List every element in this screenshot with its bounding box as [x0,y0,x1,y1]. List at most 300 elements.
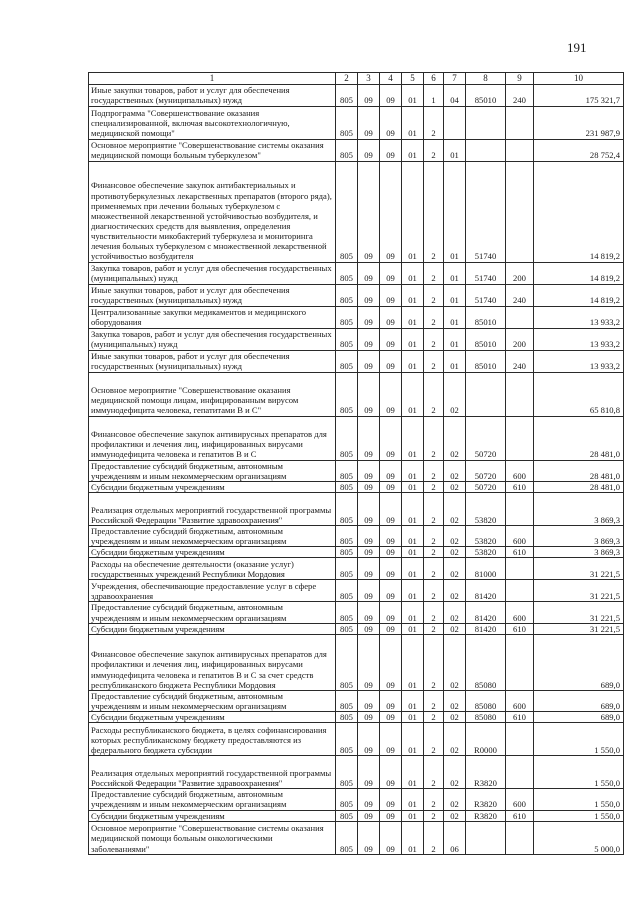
cell-expense-type [506,106,534,139]
cell-ministry-code: 805 [336,810,358,821]
cell-section-code: 09 [358,690,380,711]
table-row [89,416,624,460]
cell-activity-code: 02 [444,547,466,558]
cell-direction-code: 85010 [466,328,506,350]
table-row [89,547,624,558]
cell-amount: 31 221,5 [534,623,624,634]
cell-activity-code: 02 [444,602,466,623]
cell-program-code: 01 [402,580,424,602]
cell-program-code: 01 [402,106,424,139]
cell-section-code: 09 [358,262,380,284]
cell-program-code: 01 [402,284,424,306]
cell-direction-code [466,106,506,139]
cell-direction-code: R3820 [466,810,506,821]
cell-section-code: 09 [358,372,380,416]
cell-ministry-code: 805 [336,262,358,284]
cell-direction-code: 85010 [466,84,506,106]
cell-direction-code: 50720 [466,416,506,460]
row-description: Иные закупки товаров, работ и услуг для обеспечения государственных (муниципальных) нужд [89,350,336,372]
row-description: Предоставление субсидий бюджетным, автономным учреждениям и иным некоммерческим организациям [89,602,336,623]
cell-expense-type: 600 [506,690,534,711]
cell-program-code: 01 [402,493,424,526]
cell-subsection-code: 09 [380,821,402,854]
cell-section-code: 09 [358,623,380,634]
cell-subsection-code: 09 [380,262,402,284]
cell-activity-code: 02 [444,723,466,756]
cell-ministry-code: 805 [336,350,358,372]
cell-subprogram-code: 2 [424,106,444,139]
cell-section-code: 09 [358,493,380,526]
cell-subsection-code: 09 [380,84,402,106]
cell-ministry-code: 805 [336,493,358,526]
cell-subprogram-code: 2 [424,284,444,306]
cell-amount: 13 933,2 [534,328,624,350]
cell-amount: 1 550,0 [534,810,624,821]
cell-ministry-code: 805 [336,602,358,623]
table-row [89,558,624,580]
row-description: Предоставление субсидий бюджетным, автономным учреждениям и иным некоммерческим организациям [89,526,336,547]
cell-activity-code: 01 [444,161,466,262]
page-number: 191 [567,40,587,55]
cell-section-code: 09 [358,756,380,789]
cell-activity-code: 02 [444,372,466,416]
cell-amount: 1 550,0 [534,723,624,756]
cell-amount: 14 819,2 [534,161,624,262]
cell-program-code: 01 [402,690,424,711]
cell-subsection-code: 09 [380,416,402,460]
cell-ministry-code: 805 [336,690,358,711]
cell-subsection-code: 09 [380,372,402,416]
table-row [89,84,624,106]
cell-subprogram-code: 2 [424,372,444,416]
header-cell-6: 6 [424,73,444,85]
cell-direction-code: 50720 [466,481,506,492]
cell-activity-code: 02 [444,810,466,821]
cell-activity-code: 02 [444,712,466,723]
cell-expense-type: 200 [506,328,534,350]
table-row [89,712,624,723]
cell-ministry-code: 805 [336,460,358,481]
cell-ministry-code: 805 [336,481,358,492]
cell-amount: 3 869,3 [534,493,624,526]
cell-expense-type: 610 [506,623,534,634]
cell-expense-type [506,139,534,161]
cell-ministry-code: 805 [336,821,358,854]
cell-amount: 31 221,5 [534,580,624,602]
cell-subsection-code: 09 [380,580,402,602]
cell-program-code: 01 [402,789,424,810]
cell-program-code: 01 [402,262,424,284]
cell-subsection-code: 09 [380,756,402,789]
cell-amount: 14 819,2 [534,262,624,284]
cell-section-code: 09 [358,328,380,350]
cell-activity-code: 02 [444,789,466,810]
cell-section-code: 09 [358,634,380,690]
cell-direction-code [466,372,506,416]
cell-section-code: 09 [358,106,380,139]
cell-subsection-code: 09 [380,161,402,262]
cell-amount: 1 550,0 [534,756,624,789]
table-row [89,789,624,810]
cell-direction-code: 85080 [466,712,506,723]
cell-program-code: 01 [402,810,424,821]
cell-amount: 175 321,7 [534,84,624,106]
cell-subsection-code: 09 [380,547,402,558]
cell-amount: 689,0 [534,690,624,711]
cell-subprogram-code: 2 [424,493,444,526]
cell-ministry-code: 805 [336,634,358,690]
table-row [89,634,624,690]
cell-subprogram-code: 2 [424,558,444,580]
cell-activity-code: 06 [444,821,466,854]
cell-expense-type: 600 [506,789,534,810]
cell-subprogram-code: 2 [424,416,444,460]
header-cell-5: 5 [402,73,424,85]
cell-subprogram-code: 2 [424,634,444,690]
cell-direction-code: 81420 [466,623,506,634]
cell-direction-code: 85080 [466,634,506,690]
table-row [89,810,624,821]
row-description: Иные закупки товаров, работ и услуг для обеспечения государственных (муниципальных) нужд [89,84,336,106]
cell-amount: 65 810,8 [534,372,624,416]
cell-subsection-code: 09 [380,810,402,821]
cell-section-code: 09 [358,416,380,460]
cell-activity-code: 02 [444,690,466,711]
budget-table [88,72,624,855]
cell-subsection-code: 09 [380,481,402,492]
cell-section-code: 09 [358,712,380,723]
cell-program-code: 01 [402,416,424,460]
cell-ministry-code: 805 [336,161,358,262]
cell-expense-type [506,580,534,602]
cell-subprogram-code: 2 [424,602,444,623]
cell-program-code: 01 [402,460,424,481]
row-description: Закупка товаров, работ и услуг для обеспечения государственных (муниципальных) нужд [89,262,336,284]
cell-activity-code: 02 [444,623,466,634]
row-description: Субсидии бюджетным учреждениям [89,481,336,492]
cell-program-code: 01 [402,723,424,756]
header-cell-10: 10 [534,73,624,85]
cell-subsection-code: 09 [380,284,402,306]
table-row [89,821,624,854]
cell-subprogram-code: 2 [424,547,444,558]
cell-subprogram-code: 1 [424,84,444,106]
table-row [89,161,624,262]
row-description: Предоставление субсидий бюджетным, автономным учреждениям и иным некоммерческим организациям [89,789,336,810]
cell-direction-code: 81000 [466,558,506,580]
cell-subprogram-code: 2 [424,789,444,810]
cell-amount: 5 000,0 [534,821,624,854]
cell-program-code: 01 [402,623,424,634]
cell-ministry-code: 805 [336,723,358,756]
table-row [89,723,624,756]
table-row [89,139,624,161]
cell-ministry-code: 805 [336,139,358,161]
cell-amount: 13 933,2 [534,306,624,328]
cell-subsection-code: 09 [380,460,402,481]
cell-expense-type [506,161,534,262]
cell-subprogram-code: 2 [424,481,444,492]
cell-expense-type: 240 [506,284,534,306]
cell-activity-code: 02 [444,460,466,481]
header-cell-1: 1 [89,73,336,85]
table-row [89,580,624,602]
cell-ministry-code: 805 [336,526,358,547]
cell-activity-code: 02 [444,756,466,789]
cell-amount: 31 221,5 [534,558,624,580]
cell-activity-code: 02 [444,634,466,690]
cell-direction-code: 81420 [466,602,506,623]
cell-subsection-code: 09 [380,306,402,328]
row-description: Учреждения, обеспечивающие предоставление услуг в сфере здравоохранения [89,580,336,602]
header-cell-2: 2 [336,73,358,85]
cell-expense-type: 240 [506,350,534,372]
cell-amount: 231 987,9 [534,106,624,139]
cell-ministry-code: 805 [336,284,358,306]
cell-activity-code: 01 [444,328,466,350]
cell-expense-type [506,558,534,580]
cell-activity-code: 04 [444,84,466,106]
cell-amount: 28 752,4 [534,139,624,161]
cell-ministry-code: 805 [336,328,358,350]
row-description: Расходы на обеспечение деятельности (оказание услуг) государственных учреждений Республики Мордовия [89,558,336,580]
cell-direction-code: R3820 [466,756,506,789]
cell-activity-code: 02 [444,481,466,492]
cell-subprogram-code: 2 [424,306,444,328]
row-description: Иные закупки товаров, работ и услуг для обеспечения государственных (муниципальных) нужд [89,284,336,306]
row-description: Предоставление субсидий бюджетным, автономным учреждениям и иным некоммерческим организациям [89,460,336,481]
header-cell-3: 3 [358,73,380,85]
cell-activity-code: 02 [444,580,466,602]
cell-direction-code: R0000 [466,723,506,756]
cell-program-code: 01 [402,139,424,161]
row-description: Субсидии бюджетным учреждениям [89,712,336,723]
row-description: Субсидии бюджетным учреждениям [89,547,336,558]
row-description: Основное мероприятие "Совершенствование оказания медицинской помощи лицам, инфицированным вирусом иммунодефицита человека, гепатитами В и С" [89,372,336,416]
cell-section-code: 09 [358,161,380,262]
cell-amount: 3 869,3 [534,526,624,547]
cell-expense-type: 600 [506,526,534,547]
cell-subsection-code: 09 [380,602,402,623]
cell-section-code: 09 [358,602,380,623]
cell-subprogram-code: 2 [424,756,444,789]
cell-expense-type: 600 [506,602,534,623]
cell-direction-code: R3820 [466,789,506,810]
cell-section-code: 09 [358,558,380,580]
cell-activity-code: 02 [444,493,466,526]
row-description: Субсидии бюджетным учреждениям [89,810,336,821]
cell-expense-type: 600 [506,460,534,481]
cell-subprogram-code: 2 [424,723,444,756]
cell-activity-code [444,106,466,139]
cell-subprogram-code: 2 [424,460,444,481]
cell-subsection-code: 09 [380,634,402,690]
header-cell-7: 7 [444,73,466,85]
cell-ministry-code: 805 [336,547,358,558]
table-row [89,756,624,789]
cell-ministry-code: 805 [336,789,358,810]
cell-activity-code: 02 [444,558,466,580]
cell-subprogram-code: 2 [424,580,444,602]
cell-subsection-code: 09 [380,493,402,526]
cell-subprogram-code: 2 [424,623,444,634]
cell-subprogram-code: 2 [424,350,444,372]
row-description: Основное мероприятие "Совершенствование системы оказания медицинской помощи больным онкологическими заболеваниями" [89,821,336,854]
table-body [89,73,624,855]
row-description: Финансовое обеспечение закупок антибактериальных и противотуберкулезных лекарственных препаратов (второго ряда), применяемых при лечении больных туберкулезом с множественной лекарственной устойчивостью возбудителя, и диагностических средств для выявления, определения чувствительности микобактерий туберкулеза и мониторинга лечения больных туберкулезом с множественной лекарственной устойчивостью возбудителя [89,161,336,262]
cell-expense-type: 610 [506,810,534,821]
cell-activity-code: 02 [444,416,466,460]
cell-ministry-code: 805 [336,306,358,328]
cell-ministry-code: 805 [336,623,358,634]
cell-subsection-code: 09 [380,526,402,547]
row-description: Расходы республиканского бюджета, в целях софинансирования которых республиканскому бюджету предоставляются из федерального бюджета субсидии [89,723,336,756]
cell-activity-code: 02 [444,526,466,547]
cell-expense-type: 610 [506,481,534,492]
cell-program-code: 01 [402,634,424,690]
cell-program-code: 01 [402,756,424,789]
table-row [89,481,624,492]
row-description: Финансовое обеспечение закупок антивирусных препаратов для профилактики и лечения лиц, инфицированных вирусами иммунодефицита человека и гепатитов В и С за счет средств республиканского бюджета Республики Мордовия [89,634,336,690]
header-cell-8: 8 [466,73,506,85]
cell-section-code: 09 [358,526,380,547]
cell-program-code: 01 [402,547,424,558]
cell-subsection-code: 09 [380,712,402,723]
cell-program-code: 01 [402,372,424,416]
cell-activity-code: 01 [444,306,466,328]
cell-expense-type [506,723,534,756]
table-row [89,526,624,547]
header-cell-9: 9 [506,73,534,85]
table-row [89,350,624,372]
cell-activity-code: 01 [444,262,466,284]
cell-ministry-code: 805 [336,416,358,460]
cell-expense-type [506,756,534,789]
cell-section-code: 09 [358,723,380,756]
cell-ministry-code: 805 [336,106,358,139]
cell-subsection-code: 09 [380,350,402,372]
cell-section-code: 09 [358,350,380,372]
cell-program-code: 01 [402,306,424,328]
header-cell-4: 4 [380,73,402,85]
cell-direction-code: 51740 [466,284,506,306]
cell-amount: 28 481,0 [534,416,624,460]
cell-direction-code: 85010 [466,350,506,372]
table-row [89,306,624,328]
table-row [89,262,624,284]
row-description: Закупка товаров, работ и услуг для обеспечения государственных (муниципальных) нужд [89,328,336,350]
header-row [89,73,624,85]
cell-program-code: 01 [402,161,424,262]
cell-section-code: 09 [358,139,380,161]
cell-expense-type: 240 [506,84,534,106]
table-row [89,602,624,623]
cell-amount: 1 550,0 [534,789,624,810]
cell-amount: 14 819,2 [534,284,624,306]
cell-section-code: 09 [358,580,380,602]
cell-program-code: 01 [402,712,424,723]
cell-amount: 689,0 [534,634,624,690]
cell-section-code: 09 [358,306,380,328]
cell-activity-code: 01 [444,139,466,161]
cell-subprogram-code: 2 [424,161,444,262]
cell-program-code: 01 [402,481,424,492]
cell-ministry-code: 805 [336,84,358,106]
cell-ministry-code: 805 [336,580,358,602]
cell-direction-code: 85010 [466,306,506,328]
cell-expense-type: 610 [506,547,534,558]
cell-expense-type [506,372,534,416]
cell-subprogram-code: 2 [424,328,444,350]
row-description: Реализация отдельных мероприятий государственной программы Российской Федерации "Развитие здравоохранения" [89,493,336,526]
cell-direction-code: 53820 [466,526,506,547]
cell-amount: 28 481,0 [534,481,624,492]
cell-subsection-code: 09 [380,558,402,580]
cell-amount: 3 869,3 [534,547,624,558]
cell-subprogram-code: 2 [424,526,444,547]
cell-direction-code: 85080 [466,690,506,711]
cell-section-code: 09 [358,547,380,558]
cell-direction-code: 51740 [466,161,506,262]
cell-expense-type [506,416,534,460]
cell-activity-code: 01 [444,284,466,306]
cell-direction-code: 51740 [466,262,506,284]
cell-direction-code: 53820 [466,493,506,526]
cell-amount: 28 481,0 [534,460,624,481]
cell-section-code: 09 [358,810,380,821]
cell-ministry-code: 805 [336,756,358,789]
cell-subsection-code: 09 [380,723,402,756]
row-description: Подпрограмма "Совершенствование оказания специализированной, включая высокотехнологичную, медицинской помощи" [89,106,336,139]
cell-activity-code: 01 [444,350,466,372]
row-description: Централизованные закупки медикаментов и медицинского оборудования [89,306,336,328]
table-row [89,493,624,526]
row-description: Субсидии бюджетным учреждениям [89,623,336,634]
cell-section-code: 09 [358,481,380,492]
cell-amount: 689,0 [534,712,624,723]
cell-section-code: 09 [358,284,380,306]
table-row [89,690,624,711]
table-row [89,623,624,634]
cell-program-code: 01 [402,84,424,106]
cell-expense-type [506,306,534,328]
cell-subsection-code: 09 [380,139,402,161]
cell-section-code: 09 [358,460,380,481]
cell-section-code: 09 [358,84,380,106]
cell-amount: 13 933,2 [534,350,624,372]
cell-expense-type: 610 [506,712,534,723]
table-row [89,284,624,306]
cell-direction-code: 50720 [466,460,506,481]
cell-program-code: 01 [402,602,424,623]
cell-program-code: 01 [402,526,424,547]
cell-expense-type [506,821,534,854]
table-row [89,372,624,416]
row-description: Основное мероприятие "Совершенствование системы оказания медицинской помощи больным туберкулезом" [89,139,336,161]
cell-program-code: 01 [402,350,424,372]
cell-program-code: 01 [402,328,424,350]
cell-subsection-code: 09 [380,690,402,711]
cell-ministry-code: 805 [336,558,358,580]
cell-subsection-code: 09 [380,106,402,139]
table-row [89,106,624,139]
cell-amount: 31 221,5 [534,602,624,623]
cell-ministry-code: 805 [336,712,358,723]
row-description: Предоставление субсидий бюджетным, автономным учреждениям и иным некоммерческим организациям [89,690,336,711]
cell-subprogram-code: 2 [424,712,444,723]
cell-direction-code [466,821,506,854]
cell-direction-code: 53820 [466,547,506,558]
